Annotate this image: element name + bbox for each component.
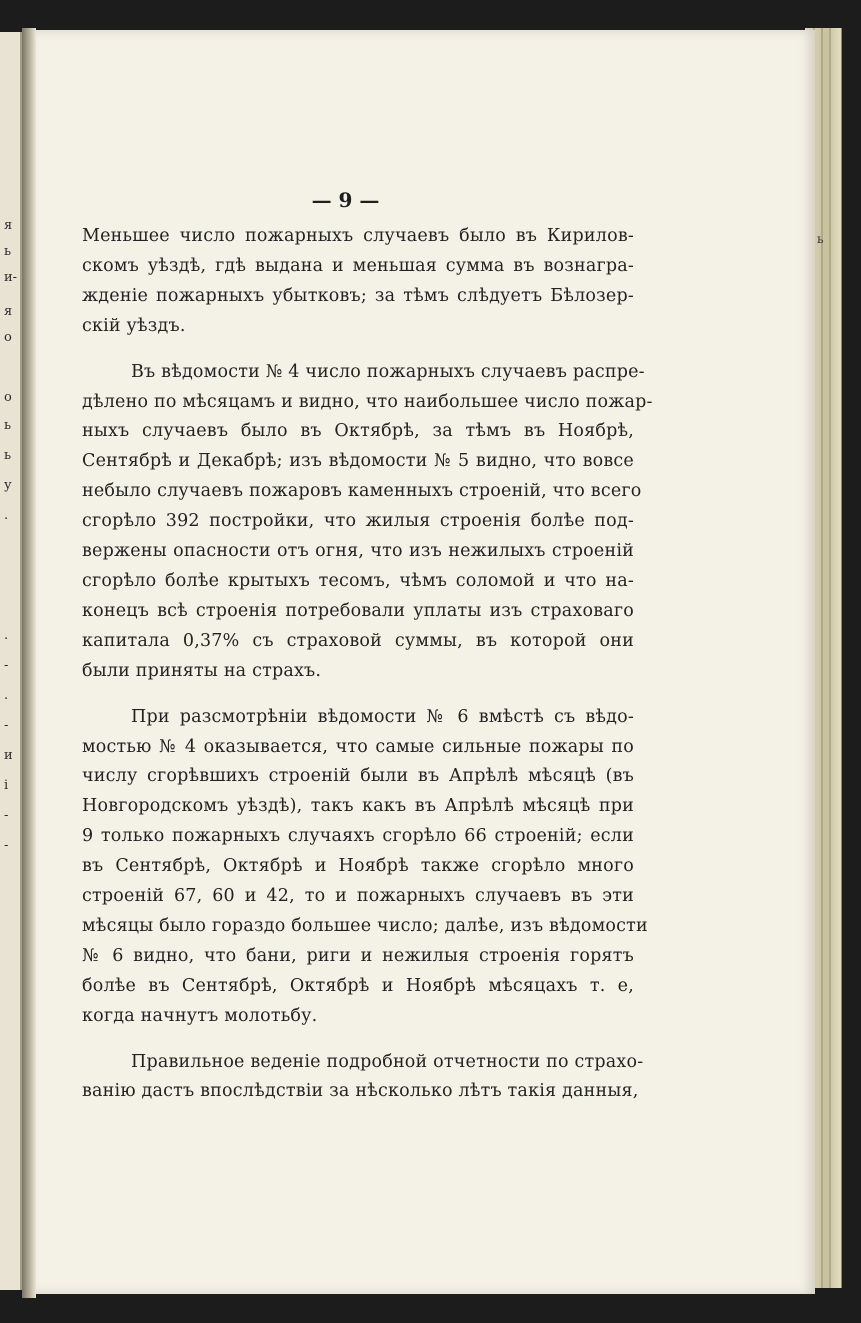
text-line: мостью № 4 оказывается, что самые сильные пожары по [82,736,634,757]
page-edge-line [829,28,831,1288]
text-line: числу сгорѣвшихъ строеній были въ Апрѣлѣ мѣсяцѣ (въ [82,766,634,787]
left-page-fragment: и- [4,270,18,285]
text-line: дѣлено по мѣсяцамъ и видно, что наибольшее число пожар- [82,391,653,412]
text-line: сгорѣло болѣе крытыхъ тесомъ, чѣмъ соломой и что на- [82,570,634,591]
text-line: когда начнутъ молотьбу. [82,1005,318,1026]
left-page-edge [0,32,22,1290]
text-line: Меньшее число пожарныхъ случаевъ было въ Кирилов- [82,226,634,246]
text-line: жденіе пожарныхъ убытковъ; за тѣмъ слѣдуетъ Бѣлозер- [82,285,634,306]
left-page-fragment: . [4,688,9,703]
text-line: ныхъ случаевъ было въ Октябрѣ, за тѣмъ въ Ноябрѣ, [82,421,634,442]
paragraph-gap [82,687,634,703]
text-line: небыло случаевъ пожаровъ каменныхъ строеній, что всего [82,481,642,502]
text-line: Сентябрѣ и Декабрѣ; изъ вѣдомости № 5 видно, что вовсе [82,451,634,472]
text-line: № 6 видно, что бани, риги и нежилыя строенія горятъ [82,945,634,966]
left-page-fragment: я [4,218,13,233]
text-line: скомъ уѣздѣ, гдѣ выдана и меньшая сумма въ вознагра- [82,255,634,276]
text-line: При разсмотрѣніи вѣдомости № 6 вмѣстѣ съ вѣдо- [131,706,634,727]
page-text [82,222,653,1107]
left-page-fragment: . [4,628,9,643]
text-line: конецъ всѣ строенія потребовали уплаты изъ страховаго [82,600,634,621]
text-line: Новгородскомъ уѣздѣ), такъ какъ въ Апрѣлѣ мѣсяцѣ при [82,796,634,817]
left-page-fragment: о [4,390,12,405]
text-line: сгорѣло 392 постройки, что жилыя строенія болѣе под- [82,511,634,532]
left-page-fragment: я [4,304,13,319]
text-line: въ Сентябрѣ, Октябрѣ и Ноябрѣ также сгорѣло много [82,856,634,877]
left-page-fragment: ь [4,244,12,259]
text-line: 9 только пожарныхъ случаяхъ сгорѣло 66 строеній; если [82,826,634,847]
left-page-fragment: ь [4,448,12,463]
text-line: мѣсяцы было гораздо большее число; далѣе, изъ вѣдомости [82,915,648,936]
book-page [36,30,815,1294]
left-page-fragment: - [4,718,9,733]
text-line: капитала 0,37% съ страховой суммы, въ которой они [82,630,634,651]
left-page-fragment: у [4,478,12,493]
text-line: Въ вѣдомости № 4 число пожарныхъ случаевъ распре- [131,361,645,382]
text-line: вержены опасности отъ огня, что изъ нежилыхъ строеній [82,541,634,562]
page-number: — 9 — [311,188,380,212]
left-page-fragment: - [4,838,9,853]
text-line: строеній 67, 60 и 42, то и пожарныхъ случаевъ въ эти [82,886,634,907]
left-page-fragment: - [4,658,9,673]
text-line: были приняты на страхъ. [82,660,322,681]
text-line: скій уѣздъ. [82,315,186,336]
text-line: болѣе въ Сентябрѣ, Октябрѣ и Ноябрѣ мѣсяцахъ т. е, [82,975,634,996]
left-page-fragment: і [4,778,9,793]
book-gutter [22,28,36,1298]
left-page-fragment: - [4,808,9,823]
left-page-fragment: . [4,508,9,523]
right-margin-mark: ь [817,232,824,246]
text-line: Правильное веденіе подробной отчетности по страхо- [131,1051,644,1072]
left-page-fragment: о [4,330,12,345]
paragraph-gap [82,1032,634,1048]
paragraph-gap [82,342,634,358]
left-page-fragment: и [4,748,13,763]
page-edge-line [821,28,823,1288]
left-page-fragment: ь [4,418,12,433]
text-line: ванію дастъ впослѣдствіи за нѣсколько лѣтъ такія данныя, [82,1081,639,1102]
